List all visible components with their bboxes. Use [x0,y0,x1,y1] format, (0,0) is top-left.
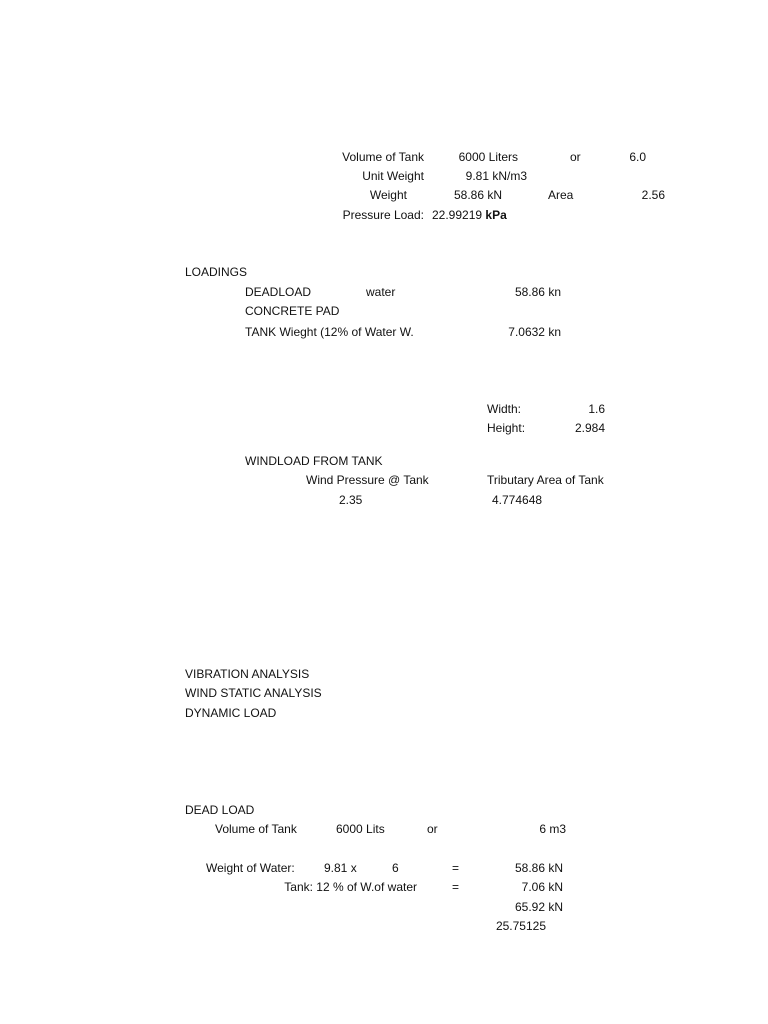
volume-m3-value: 6.0 [629,150,646,164]
analysis-item-vibration: VIBRATION ANALYSIS [185,667,310,681]
water-result: 58.86 kN [514,861,563,875]
concrete-pad-label: CONCRETE PAD [245,304,340,318]
height-label: Height: [487,421,526,435]
loadings-heading: LOADINGS [185,265,248,279]
dead-load-volume-value: 6000 Lits [336,822,385,836]
weight-value: 58.86 kN [453,188,502,202]
unit-weight-label: Unit Weight [362,169,424,183]
dead-load-total: 65.92 kN [514,900,563,914]
pressure-unit: kPa [485,208,507,222]
dead-load-volume-m3: 6 m3 [539,822,566,836]
dead-load-volume-label: Volume of Tank [215,822,297,836]
height-value: 2.984 [574,421,605,435]
tank-weight-label: TANK Wieght (12% of Water W. [245,325,414,339]
volume-of-tank-value: 6000 Liters [458,150,518,164]
windload-heading: WINDLOAD FROM TANK [245,454,383,468]
area-label: Area [548,188,574,202]
dead-load-final: 25.75125 [495,919,546,933]
tank-result: 7.06 kN [521,880,563,894]
pressure-load-value: 22.99219 kPa [432,208,507,222]
weight-label: Weight [369,188,407,202]
dead-load-or-label: or [427,822,438,836]
width-value: 1.6 [588,402,605,416]
area-value: 2.56 [641,188,665,202]
tributary-area-label: Tributary Area of Tank [487,473,604,487]
pressure-load-label: Pressure Load: [342,208,424,222]
wind-pressure-label: Wind Pressure @ Tank [306,473,429,487]
deadload-label: DEADLOAD [245,285,312,299]
deadload-item: water [366,285,396,299]
equals-sign-2: = [452,880,460,894]
water-factor-2: 6 [392,861,399,875]
or-label: or [570,150,581,164]
analysis-item-dynamic-load: DYNAMIC LOAD [185,706,277,720]
deadload-value: 58.86 kn [514,285,561,299]
width-label: Width: [487,402,522,416]
wind-pressure-value: 2.35 [339,493,363,507]
analysis-item-wind-static: WIND STATIC ANALYSIS [185,686,322,700]
water-factor-1: 9.81 x [324,861,357,875]
equals-sign-1: = [452,861,460,875]
volume-of-tank-label: Volume of Tank [342,150,424,164]
tank-percent-label: Tank: 12 % of W.of water [284,880,417,894]
tank-weight-value: 7.0632 kn [508,325,561,339]
unit-weight-value: 9.81 kN/m3 [465,169,527,183]
weight-of-water-label: Weight of Water: [206,861,295,875]
dead-load-heading: DEAD LOAD [185,803,255,817]
tributary-area-value: 4.774648 [492,493,543,507]
